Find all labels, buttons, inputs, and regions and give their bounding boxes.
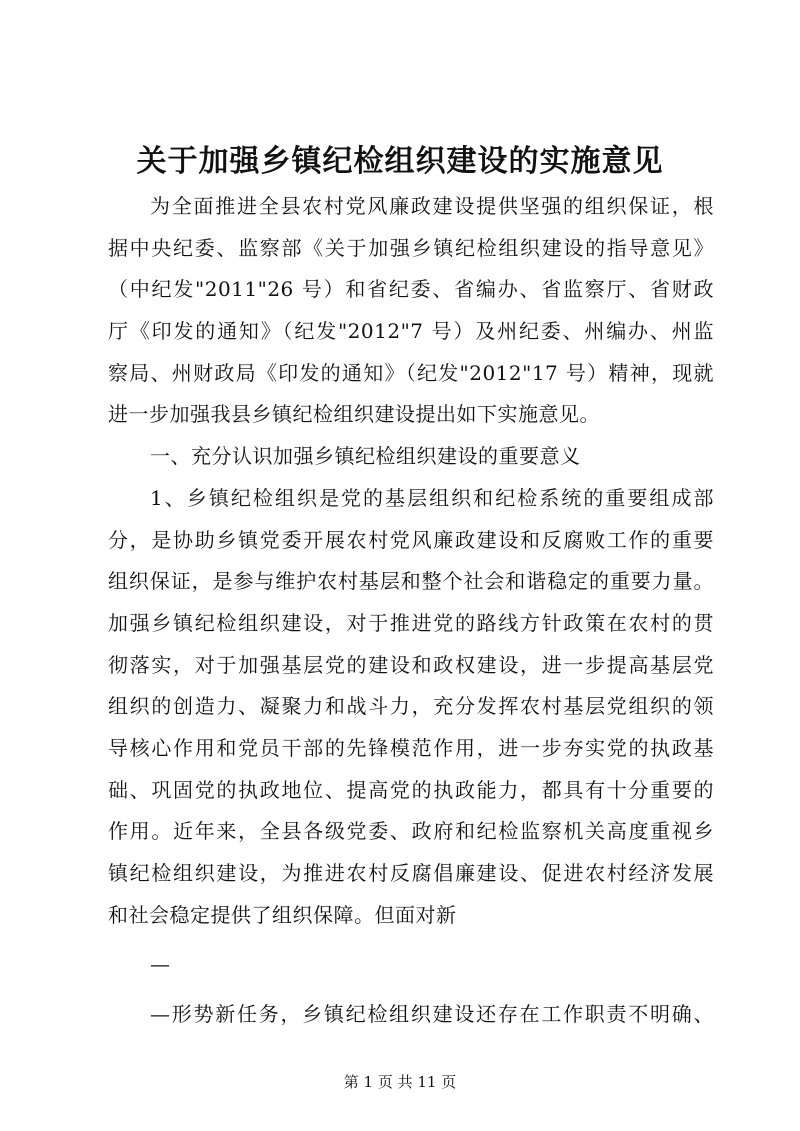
body-line: 础、巩固党的执政地位、提高党的执政能力，都具有十分重要的	[108, 777, 714, 802]
body-line: 进一步加强我县乡镇纪检组织建设提出如下实施意见。	[108, 402, 600, 427]
body-line: 据中央纪委、监察部《关于加强乡镇纪检组织建设的指导意见》	[108, 235, 714, 260]
body-line: 组织保证，是参与维护农村基层和整个社会和谐稳定的重要力量。	[108, 569, 714, 594]
section-heading: 一、充分认识加强乡镇纪检组织建设的重要意义	[150, 444, 581, 469]
body-line: 导核心作用和党员干部的先锋模范作用，进一步夯实党的执政基	[108, 735, 714, 760]
body-line: 组织的创造力、凝聚力和战斗力，充分发挥农村基层党组织的领	[108, 694, 714, 719]
body-line: 和社会稳定提供了组织保障。但面对新	[108, 902, 457, 927]
body-line: 为全面推进全县农村党风廉政建设提供坚强的组织保证，根	[150, 194, 714, 218]
body-line: 镇纪检组织建设，为推进农村反腐倡廉建设、促进农村经济发展	[108, 861, 714, 885]
body-line: 1、乡镇纪检组织是党的基层组织和纪检系统的重要组成部	[150, 485, 714, 510]
body-line: 彻落实，对于加强基层党的建设和政权建设，进一步提高基层党	[108, 652, 714, 677]
page-footer: 第 1 页 共 11 页	[343, 1073, 457, 1091]
body-line: 分，是协助乡镇党委开展农村党风廉政建设和反腐败工作的重要	[108, 527, 714, 552]
dash-line: —	[150, 952, 171, 977]
document-title: 关于加强乡镇纪检组织建设的实施意见	[136, 144, 664, 179]
document-body	[108, 186, 714, 1036]
body-line: 作用。近年来，全县各级党委、政府和纪检监察机关高度重视乡	[108, 819, 714, 844]
body-line: 厅《印发的通知》（纪发"2012"7 号）及州纪委、州编办、州监	[108, 319, 714, 344]
body-line: （中纪发"2011"26 号）和省纪委、省编办、省监察厅、省财政	[108, 277, 714, 302]
body-line: 察局、州财政局《印发的通知》（纪发"2012"17 号）精神，现就	[108, 360, 714, 385]
body-line: 加强乡镇纪检组织建设，对于推进党的路线方针政策在农村的贯	[108, 610, 714, 635]
body-line: —形势新任务，乡镇纪检组织建设还存在工作职责不明确、	[150, 1002, 714, 1027]
